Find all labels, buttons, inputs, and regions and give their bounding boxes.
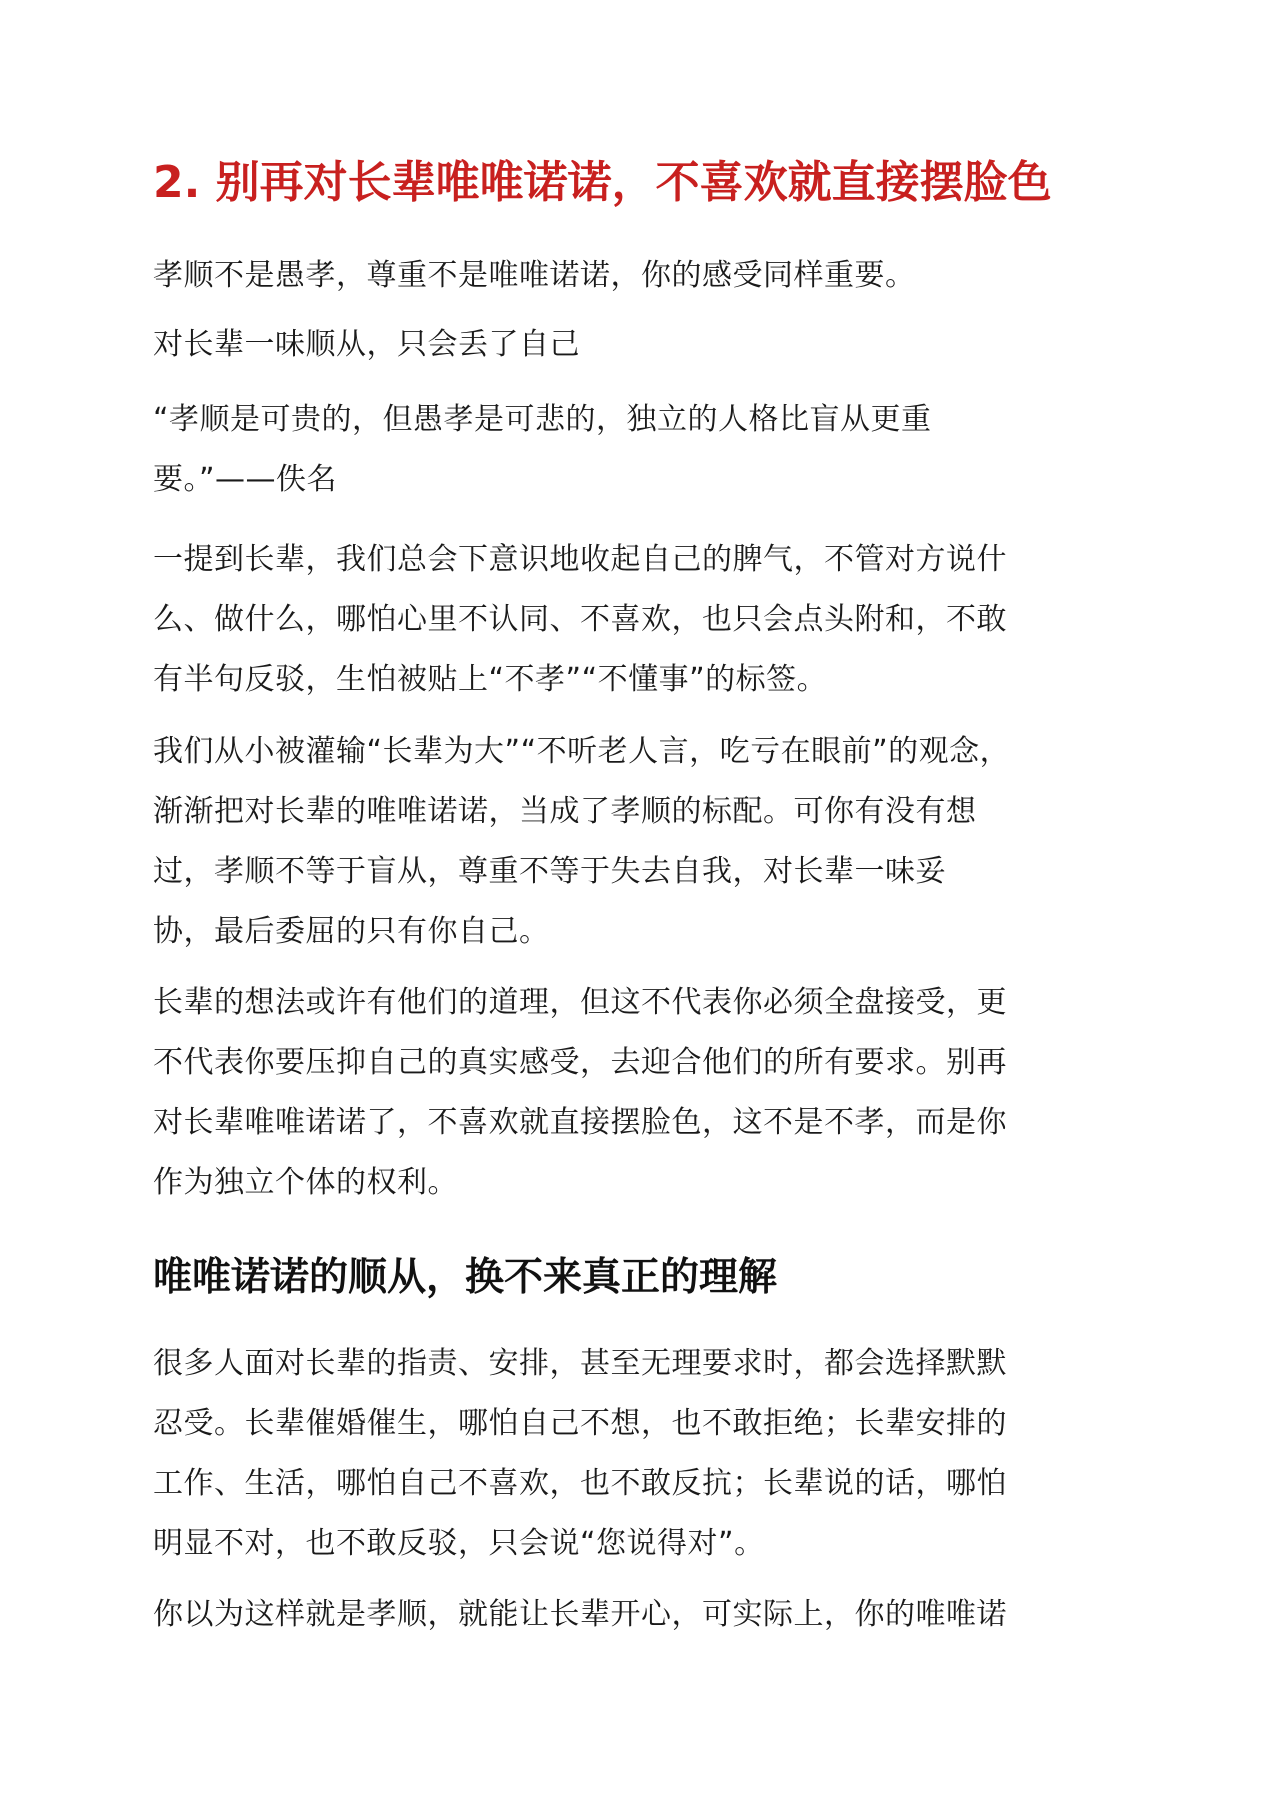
text-line: 你以为这样就是孝顺，就能让长辈开心，可实际上，你的唯唯诺	[153, 1597, 1007, 1632]
text-line: 作为独立个体的权利。	[153, 1165, 458, 1200]
subheading: 唯唯诺诺的顺从，换不来真正的理解	[153, 1255, 778, 1300]
text-line: 有半句反驳，生怕被贴上“不孝”“不懂事”的标签。	[153, 662, 828, 697]
paragraph-statement	[153, 315, 1118, 375]
text-line: 一提到长辈，我们总会下意识地收起自己的脾气，不管对方说什	[153, 542, 1007, 577]
paragraph-body	[153, 530, 1118, 710]
text-line: 对长辈一味顺从，只会丢了自己	[153, 327, 580, 362]
text-line: 我们从小被灌输“长辈为大”“不听老人言，吃亏在眼前”的观念，	[153, 734, 1011, 769]
paragraph-body	[153, 973, 1118, 1213]
text-line: “孝顺是可贵的，但愚孝是可悲的，独立的人格比盲从更重	[153, 402, 932, 437]
text-line: 很多人面对长辈的指责、安排，甚至无理要求时，都会选择默默	[153, 1346, 1007, 1381]
text-line: 孝顺不是愚孝，尊重不是唯唯诺诺，你的感受同样重要。	[153, 258, 916, 293]
paragraph-body	[153, 1585, 1118, 1645]
text-line: 协，最后委屈的只有你自己。	[153, 914, 550, 949]
text-line: 忍受。长辈催婚催生，哪怕自己不想，也不敢拒绝；长辈安排的	[153, 1406, 1007, 1441]
text-line: 对长辈唯唯诺诺了，不喜欢就直接摆脸色，这不是不孝，而是你	[153, 1105, 1007, 1140]
text-line: 么、做什么，哪怕心里不认同、不喜欢，也只会点头附和，不敢	[153, 602, 1007, 637]
paragraph-intro	[153, 246, 1118, 306]
text-line: 明显不对，也不敢反驳，只会说“您说得对”。	[153, 1526, 765, 1561]
text-line: 不代表你要压抑自己的真实感受，去迎合他们的所有要求。别再	[153, 1045, 1007, 1080]
text-line: 要。”——佚名	[153, 462, 338, 497]
text-line: 渐渐把对长辈的唯唯诺诺，当成了孝顺的标配。可你有没有想	[153, 794, 977, 829]
paragraph-body	[153, 722, 1118, 962]
paragraph-quote	[153, 390, 1118, 510]
text-line: 长辈的想法或许有他们的道理，但这不代表你必须全盘接受，更	[153, 985, 1007, 1020]
paragraph-body	[153, 1334, 1118, 1574]
text-line: 过，孝顺不等于盲从，尊重不等于失去自我，对长辈一味妥	[153, 854, 946, 889]
text-line: 工作、生活，哪怕自己不喜欢，也不敢反抗；长辈说的话，哪怕	[153, 1466, 1007, 1501]
section-heading: 2. 别再对长辈唯唯诺诺，不喜欢就直接摆脸色	[153, 157, 1052, 208]
